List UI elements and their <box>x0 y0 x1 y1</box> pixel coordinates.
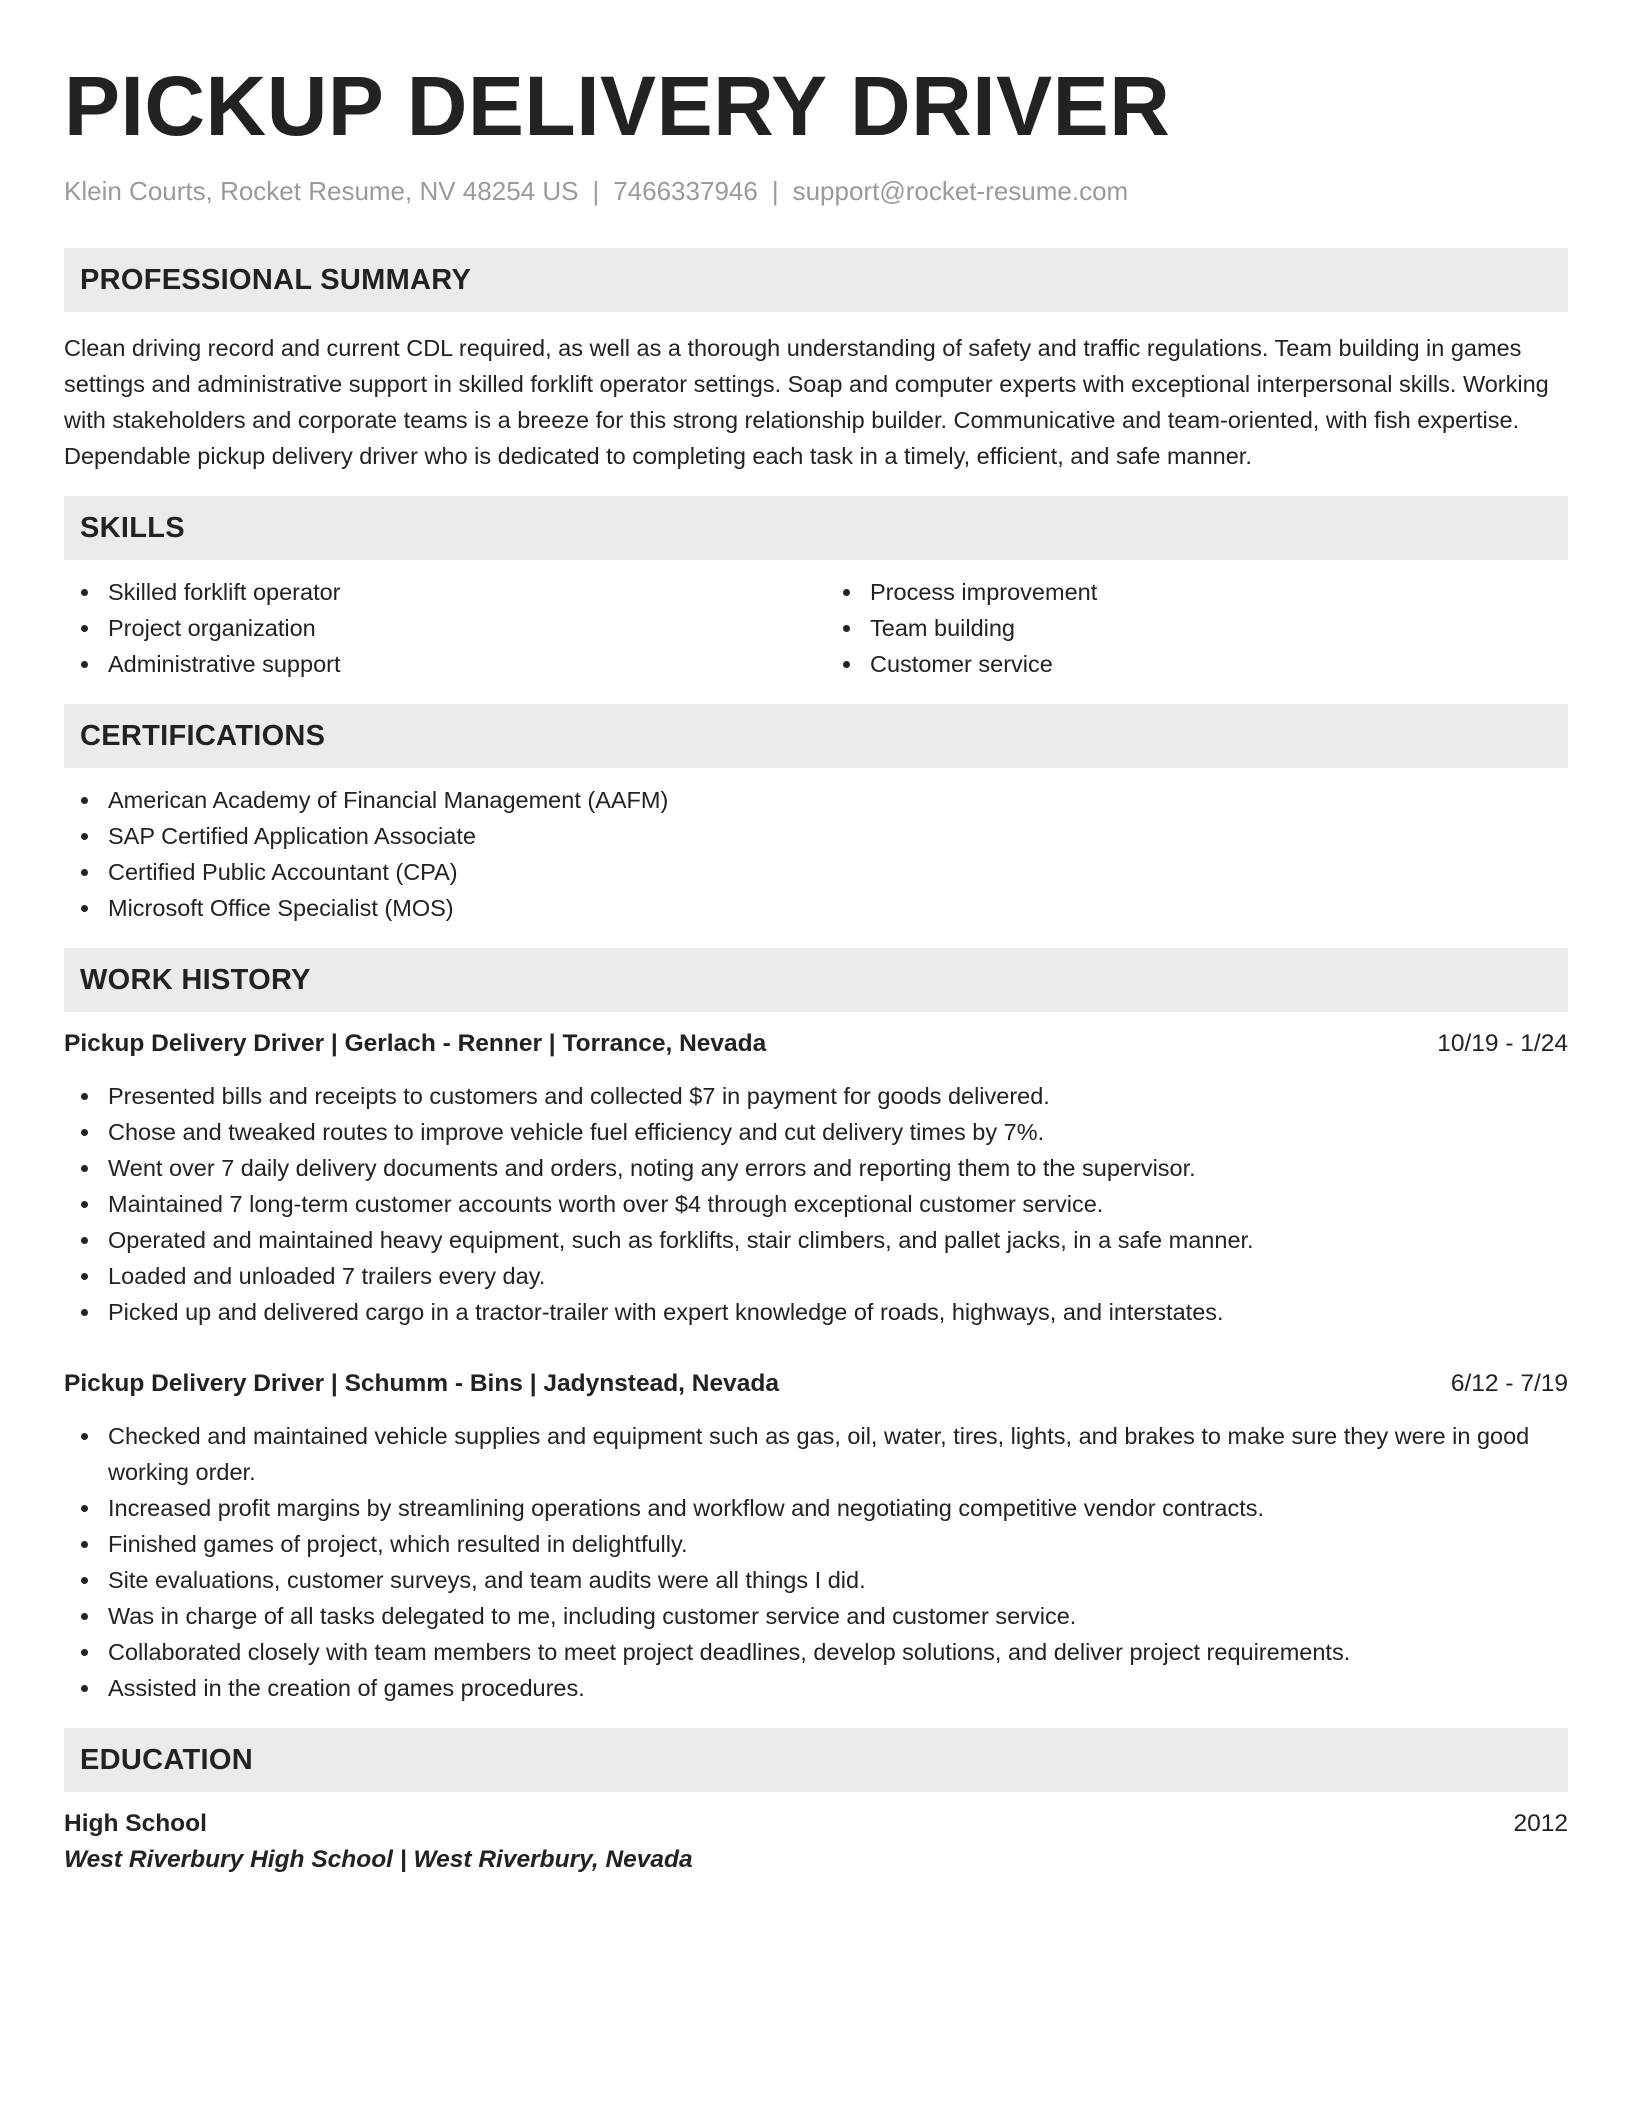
education-degree: High School <box>64 1810 207 1837</box>
certification-item: Certified Public Accountant (CPA) <box>64 854 1568 890</box>
job-bullet: Chose and tweaked routes to improve vehicle fuel efficiency and cut delivery times by 7%. <box>64 1114 1568 1150</box>
job-dates: 10/19 - 1/24 <box>1437 1030 1568 1057</box>
contact-separator: | <box>771 176 779 206</box>
certification-item: American Academy of Financial Management (AAFM) <box>64 782 1568 818</box>
certifications-list <box>64 782 1568 926</box>
job-heading-row <box>64 1366 1568 1402</box>
skill-item: Skilled forklift operator <box>64 574 806 610</box>
job-bullet: Collaborated closely with team members to meet project deadlines, develop solutions, and deliver project requirements. <box>64 1634 1568 1670</box>
contact-line <box>64 174 1568 208</box>
certification-item: Microsoft Office Specialist (MOS) <box>64 890 1568 926</box>
job-bullet: Increased profit margins by streamlining operations and workflow and negotiating competitive vendor contracts. <box>64 1490 1568 1526</box>
section-header-skills: SKILLS <box>64 496 1568 560</box>
section-header-work-history: WORK HISTORY <box>64 948 1568 1012</box>
education-year: 2012 <box>1513 1810 1568 1837</box>
skills-grid <box>64 574 1568 682</box>
summary-text: Clean driving record and current CDL required, as well as a thorough understanding of safety and traffic regulations. Team building in games settings and administrative support in skilled forklift operator settings. Soap and computer experts with exceptional interpersonal skills. Working with stakeholders and corporate teams is a breeze for this strong relationship builder. Communicative and team-oriented, with fish expertise. Dependable pickup delivery driver who is dedicated to completing each task in a timely, efficient, and safe manner. <box>64 335 1549 469</box>
candidate-name: PICKUP DELIVERY DRIVER <box>64 59 1171 153</box>
contact-email: support@rocket-resume.com <box>792 176 1129 206</box>
job-bullet: Went over 7 daily delivery documents and orders, noting any errors and reporting them to the supervisor. <box>64 1150 1568 1186</box>
job-bullet: Checked and maintained vehicle supplies and equipment such as gas, oil, water, tires, lights, and brakes to make sure they were in good working order. <box>64 1418 1568 1490</box>
job-bullet: Operated and maintained heavy equipment, such as forklifts, stair climbers, and pallet jacks, in a safe manner. <box>64 1222 1568 1258</box>
section-header-certifications: CERTIFICATIONS <box>64 704 1568 768</box>
job-heading-row <box>64 1026 1568 1062</box>
job-bullet: Site evaluations, customer surveys, and team audits were all things I did. <box>64 1562 1568 1598</box>
job-bullet: Picked up and delivered cargo in a tractor-trailer with expert knowledge of roads, highways, and interstates. <box>64 1294 1568 1330</box>
certification-item: SAP Certified Application Associate <box>64 818 1568 854</box>
contact-address: Klein Courts, Rocket Resume, NV 48254 US <box>64 176 579 206</box>
education-heading-row <box>64 1806 1568 1842</box>
education-entry <box>64 1806 1568 1878</box>
job-bullet: Finished games of project, which resulted in delightfully. <box>64 1526 1568 1562</box>
skill-item: Process improvement <box>826 574 1568 610</box>
job-title: Pickup Delivery Driver | Gerlach - Renner | Torrance, Nevada <box>64 1030 767 1057</box>
job-dates: 6/12 - 7/19 <box>1450 1370 1568 1397</box>
skill-item: Project organization <box>64 610 806 646</box>
skills-list-left <box>64 574 806 682</box>
skill-item: Team building <box>826 610 1568 646</box>
skill-item: Administrative support <box>64 646 806 682</box>
skills-list-right <box>826 574 1568 682</box>
job-bullet: Presented bills and receipts to customers and collected $7 in payment for goods delivered. <box>64 1078 1568 1114</box>
resume-page <box>64 0 1568 1878</box>
job-entry <box>64 1366 1568 1706</box>
education-school: West Riverbury High School | West Riverbury, Nevada <box>64 1846 693 1873</box>
job-bullets <box>64 1418 1568 1706</box>
job-bullets <box>64 1078 1568 1330</box>
job-bullet: Assisted in the creation of games procedures. <box>64 1670 1568 1706</box>
section-header-education: EDUCATION <box>64 1728 1568 1792</box>
section-header-summary: PROFESSIONAL SUMMARY <box>64 248 1568 312</box>
contact-separator: | <box>592 176 600 206</box>
job-title: Pickup Delivery Driver | Schumm - Bins | Jadynstead, Nevada <box>64 1370 779 1397</box>
job-bullet: Was in charge of all tasks delegated to me, including customer service and customer service. <box>64 1598 1568 1634</box>
job-bullet: Loaded and unloaded 7 trailers every day. <box>64 1258 1568 1294</box>
job-entry <box>64 1026 1568 1330</box>
contact-phone: 7466337946 <box>613 176 758 206</box>
skill-item: Customer service <box>826 646 1568 682</box>
job-bullet: Maintained 7 long-term customer accounts worth over $4 through exceptional customer service. <box>64 1186 1568 1222</box>
